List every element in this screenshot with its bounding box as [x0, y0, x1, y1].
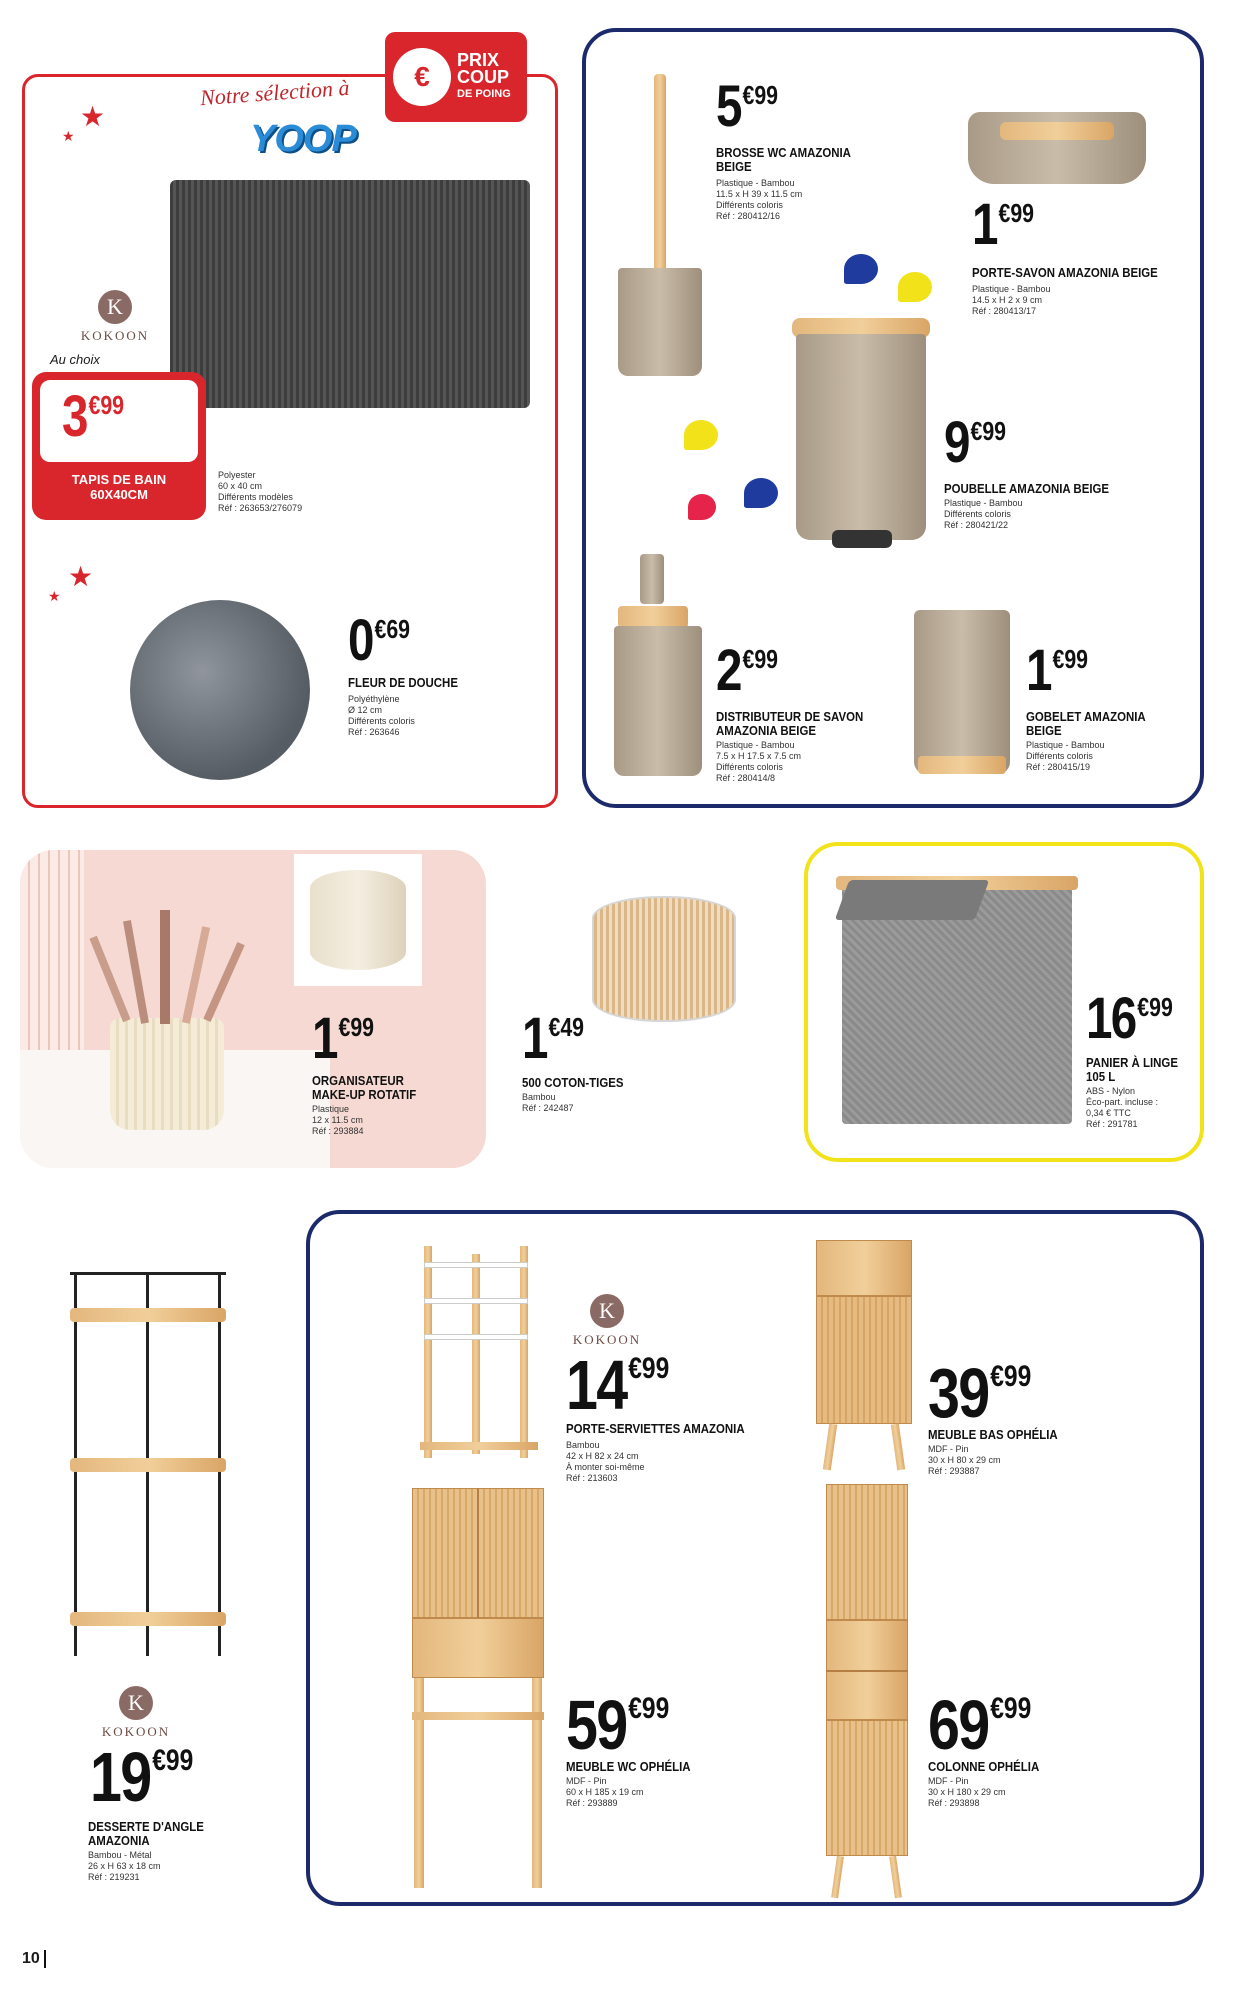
distributeur-name: DISTRIBUTEUR DE SAVON AMAZONIA BEIGE	[716, 709, 864, 738]
gobelet-price: 1 €99	[1026, 638, 1089, 703]
kokoon-logo: K KOKOON	[86, 1686, 186, 1740]
coton-name: 500 COTON-TIGES	[522, 1075, 624, 1090]
kokoon-logo: K KOKOON	[70, 290, 160, 344]
bath-mat-image	[170, 180, 530, 408]
column-cabinet-image	[826, 1484, 908, 1898]
soap-dish-insert	[1000, 122, 1114, 140]
panier-price: 16 €99	[1086, 986, 1173, 1051]
towel-rack-image	[420, 1246, 540, 1458]
fleur-name: FLEUR DE DOUCHE	[348, 675, 458, 690]
toilet-brush-holder	[618, 268, 702, 376]
star-icon: ★	[62, 128, 75, 144]
fist-icon: €	[393, 48, 451, 106]
badge-line-1: PRIX	[457, 49, 500, 70]
meublebas-price: 39 €99	[928, 1354, 1032, 1432]
poubelle-price: 9 €99	[944, 410, 1007, 475]
star-icon: ★	[80, 101, 106, 132]
poubelle-name: POUBELLE AMAZONIA BEIGE	[944, 481, 1110, 496]
dispenser-pump	[640, 554, 664, 604]
wc-cabinet-image	[412, 1488, 544, 1888]
coton-price: 1 €49	[522, 1006, 585, 1071]
fleur-price: 0 €69	[348, 608, 411, 673]
tapis-name: TAPIS DE BAIN 60X40CM	[71, 472, 167, 502]
portesavon-name: PORTE-SAVON AMAZONIA BEIGE	[972, 265, 1158, 280]
shower-puff-image	[130, 600, 310, 780]
serviettes-price: 14 €99	[566, 1346, 670, 1424]
meublewc-price: 59 €99	[566, 1686, 670, 1764]
toilet-brush-handle	[654, 74, 666, 274]
speech-bubble-icon	[744, 478, 778, 508]
brosse-price: 5 €99	[716, 74, 779, 139]
desserte-details: Bambou - Métal 26 x H 63 x 18 cm Réf : 219231	[88, 1850, 161, 1882]
dispenser-image	[614, 626, 702, 776]
badge-line-3: DE POING	[457, 87, 511, 100]
serviettes-name: PORTE-SERVIETTES AMAZONIA	[566, 1421, 745, 1436]
colonne-price: 69 €99	[928, 1686, 1032, 1764]
gobelet-details: Plastique - Bambou Différents coloris Réf : 280415/19	[1026, 740, 1105, 772]
cotton-buds-image	[592, 896, 736, 1022]
selection-label: Notre sélection à	[199, 74, 351, 111]
meublebas-name: MEUBLE BAS OPHÉLIA	[928, 1427, 1058, 1442]
tapis-pre-label: Au choix	[50, 352, 100, 367]
tapis-price: 3 €99	[62, 384, 125, 449]
badge-line-2: COUP	[457, 66, 510, 87]
tumbler-image	[914, 610, 1010, 774]
bin-image	[796, 334, 926, 540]
meublewc-details: MDF - Pin 60 x H 185 x 19 cm Réf : 293889	[566, 1776, 644, 1808]
speech-bubble-icon	[684, 420, 718, 450]
speech-bubble-icon	[688, 494, 716, 520]
corner-shelf-image	[70, 1272, 226, 1656]
star-icon: ★	[68, 561, 94, 592]
bin-pedal	[832, 530, 892, 548]
colonne-name: COLONNE OPHÉLIA	[928, 1759, 1040, 1774]
serviettes-details: Bambou 42 x H 82 x 24 cm À monter soi-même Réf : 213603	[566, 1440, 645, 1483]
speech-bubble-icon	[898, 272, 932, 302]
fleur-details: Polyéthylène Ø 12 cm Différents coloris Réf : 263646	[348, 694, 415, 737]
brosse-name: BROSSE WC AMAZONIA BEIGE	[716, 145, 851, 174]
yoop-logo: YOOP	[250, 118, 356, 160]
coup-de-poing-badge	[385, 32, 527, 122]
portesavon-price: 1 €99	[972, 192, 1035, 257]
coton-details: Bambou Réf : 242487	[522, 1092, 574, 1113]
meublewc-name: MEUBLE WC OPHÉLIA	[566, 1759, 691, 1774]
dispenser-collar	[618, 606, 688, 628]
distributeur-price: 2 €99	[716, 638, 779, 703]
organisateur-details: Plastique 12 x 11.5 cm Réf : 293884	[312, 1104, 364, 1136]
tapis-details: Polyester 60 x 40 cm Différents modèles Réf : 263653/276079	[218, 470, 303, 513]
desserte-name: DESSERTE D'ANGLE AMAZONIA	[88, 1819, 204, 1848]
laundry-basket-lid	[835, 880, 990, 920]
gobelet-name: GOBELET AMAZONIA BEIGE	[1026, 709, 1146, 738]
panier-name: PANIER À LINGE 105 L	[1086, 1055, 1178, 1084]
speech-bubble-icon	[844, 254, 878, 284]
brosse-details: Plastique - Bambou 11.5 x H 39 x 11.5 cm Différents coloris Réf : 280412/16	[716, 178, 803, 221]
desserte-price: 19 €99	[90, 1738, 194, 1816]
tumbler-base	[918, 756, 1006, 774]
kokoon-logo: K KOKOON	[562, 1294, 652, 1348]
portesavon-details: Plastique - Bambou 14.5 x H 2 x 9 cm Réf : 280413/17	[972, 284, 1051, 316]
poubelle-details: Plastique - Bambou Différents coloris Réf : 280421/22	[944, 498, 1023, 530]
star-icon: ★	[48, 588, 61, 604]
colonne-details: MDF - Pin 30 x H 180 x 29 cm Réf : 293898	[928, 1776, 1006, 1808]
panier-details: ABS - Nylon Éco-part. incluse : 0,34 € TTC Réf : 291781	[1086, 1086, 1159, 1129]
makeup-organizer-image	[110, 1018, 224, 1130]
meublebas-details: MDF - Pin 30 x H 80 x 29 cm Réf : 293887	[928, 1444, 1001, 1476]
distributeur-details: Plastique - Bambou 7.5 x H 17.5 x 7.5 cm Différents coloris Réf : 280414/8	[716, 740, 802, 783]
makeup-brushes	[96, 900, 246, 1024]
organisateur-name: ORGANISATEUR MAKE-UP ROTATIF	[312, 1073, 417, 1102]
organisateur-price: 1 €99	[312, 1006, 375, 1071]
organizer-inset	[294, 854, 422, 986]
low-cabinet-image	[816, 1240, 912, 1470]
tapis-price-tag	[32, 372, 206, 520]
page-number: 10	[22, 1950, 46, 1968]
